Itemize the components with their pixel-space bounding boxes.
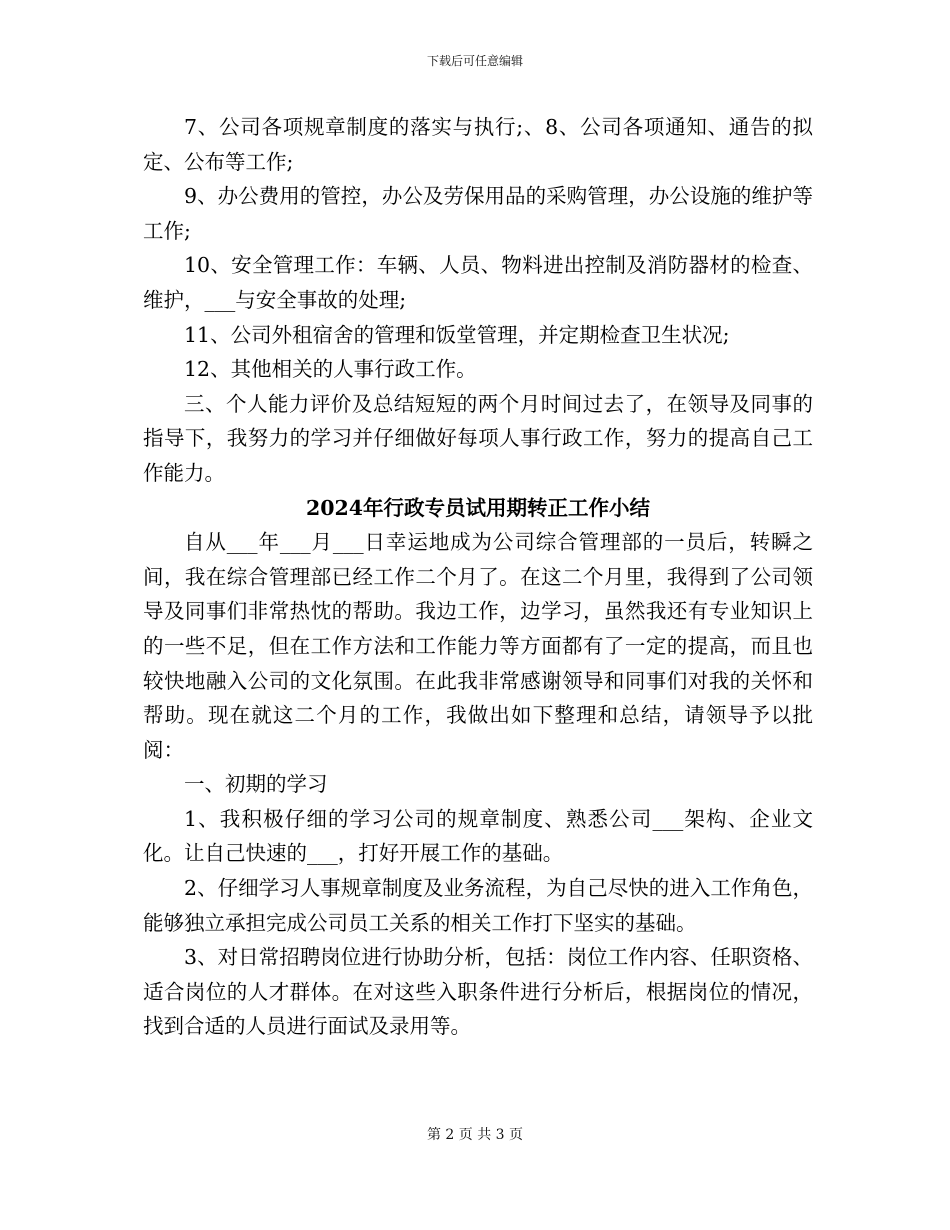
paragraph-item-9: 9、办公费用的管控，办公及劳保用品的采购管理，办公设施的维护等工作; [143, 184, 813, 243]
paragraph-self-evaluation: 三、个人能力评价及总结短短的两个月时间过去了，在领导及同事的指导下，我努力的学习并仔细做好每项人事行政工作，努力的提高自己工作能力。 [143, 391, 813, 485]
paragraph-study-2: 2、仔细学习人事规章制度及业务流程，为自己尽快的进入工作角色，能够独立承担完成公司员工关系的相关工作打下坚实的基础。 [143, 876, 813, 935]
paragraph-study-3: 3、对日常招聘岗位进行协助分析，包括：岗位工作内容、任职资格、适合岗位的人才群体。在对这些入职条件进行分析后，根据岗位的情况，找到合适的人员进行面试及录用等。 [143, 945, 813, 1039]
paragraph-item-11: 11、公司外租宿舍的管理和饭堂管理，并定期检查卫生状况; [184, 322, 730, 347]
paragraph-study-1: 1、我积极仔细的学习公司的规章制度、熟悉公司___架构、企业文化。让自己快速的___，打好开展工作的基础。 [143, 806, 813, 866]
paragraph-item-7: 7、公司各项规章制度的落实与执行;、8、公司各项通知、通告的拟定、公布等工作; [143, 115, 813, 174]
paragraph-heading-initial-study: 一、初期的学习 [184, 772, 328, 797]
page-footer: 第 2 页 共 3 页 [426, 1127, 524, 1143]
page-header: 下载后可任意编辑 [426, 54, 523, 68]
document-body [143, 110, 813, 1044]
paragraph-intro: 自从___年___月___日幸运地成为公司综合管理部的一员后，转瞬之间，我在综合管理部已经工作二个月了。在这二个月里，我得到了公司领导及同事们非常热忱的帮助。我边工作，边学习，虽然我还有专业知识上的一些不足，但在工作方法和工作能力等方面都有了一定的提高，而且也较快地融入公司的文化氛围。在此我非常感谢领导和同事们对我的关怀和帮助。现在就这二个月的工作，我做出如下整理和总结，请领导予以批阅： [143, 530, 813, 762]
paragraph-item-10: 10、安全管理工作：车辆、人员、物料进出控制及消防器材的检查、维护，___与安全事故的处理; [143, 253, 813, 312]
paragraph-item-12: 12、其他相关的人事行政工作。 [184, 357, 477, 382]
section-title: 2024年行政专员试用期转正工作小结 [305, 495, 651, 520]
